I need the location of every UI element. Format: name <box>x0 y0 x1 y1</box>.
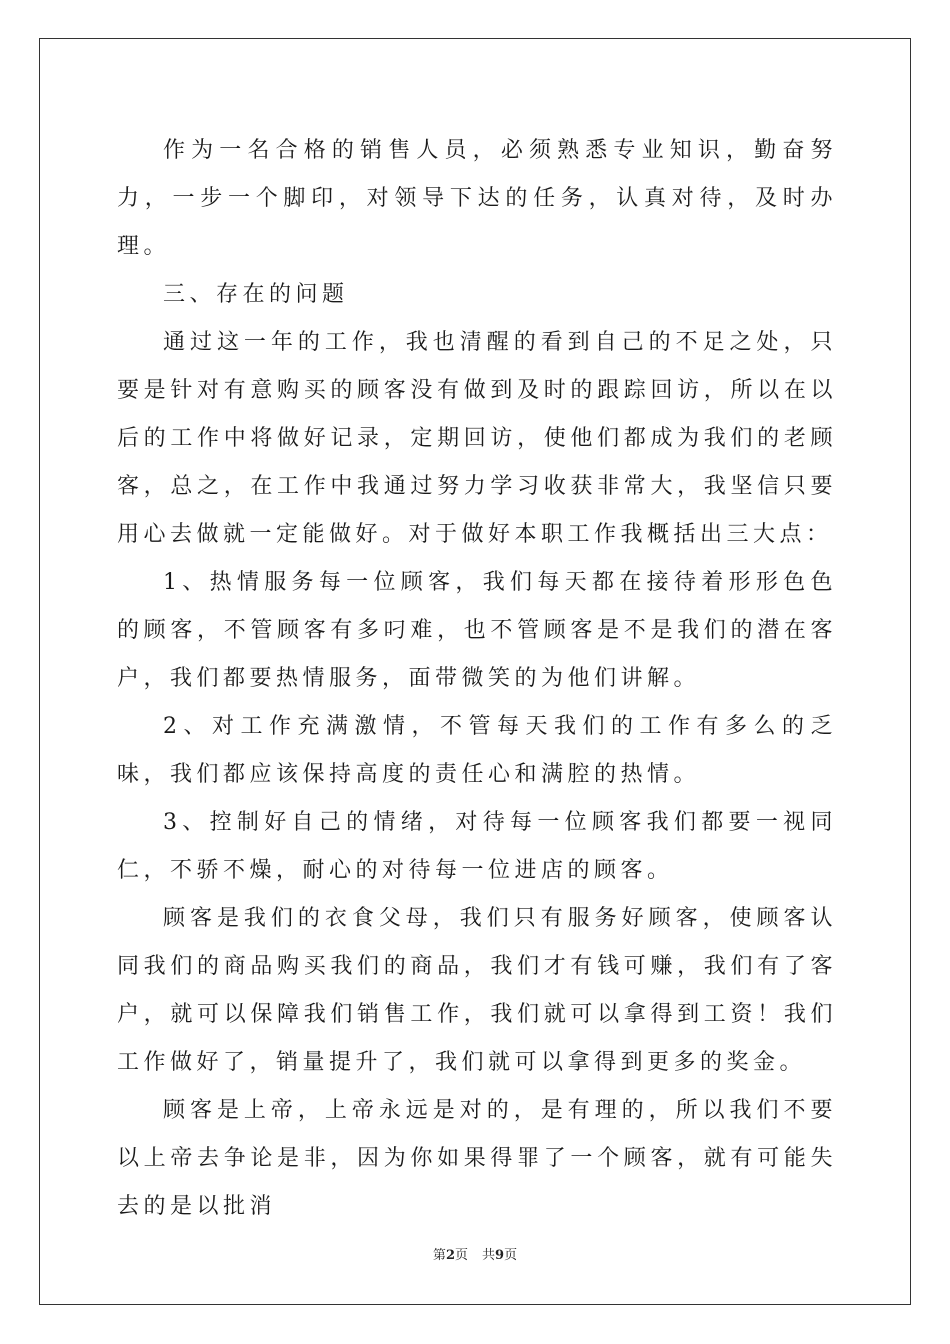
document-body <box>117 127 837 1231</box>
page-number-total: 9 <box>495 1248 505 1263</box>
page-number-prefix: 第 <box>432 1248 446 1263</box>
paragraph: 作为一名合格的销售人员，必须熟悉专业知识，勤奋努力，一步一个脚印，对领导下达的任务，认真对待，及时办理。 <box>117 138 837 259</box>
paragraph: 通过这一年的工作，我也清醒的看到自己的不足之处，只要是针对有意购买的顾客没有做到及时的跟踪回访，所以在以后的工作中将做好记录，定期回访，使他们都成为我们的老顾客，总之，在工作中我通过努力学习收获非常大，我坚信只要用心去做就一定能做好。对于做好本职工作我概括出三大点： <box>117 330 837 547</box>
list-item: 3、控制好自己的情绪，对待每一位顾客我们都要一视同仁，不骄不燥，耐心的对待每一位进店的顾客。 <box>117 810 837 883</box>
page-number-current: 2 <box>445 1248 455 1263</box>
section-heading: 三、存在的问题 <box>163 282 349 307</box>
page-footer <box>0 1244 950 1263</box>
page-total-suffix: 页 <box>504 1248 518 1263</box>
page-total-prefix: 共 <box>482 1248 496 1263</box>
page-number-suffix: 页 <box>454 1248 468 1263</box>
paragraph: 顾客是我们的衣食父母，我们只有服务好顾客，使顾客认同我们的商品购买我们的商品，我们才有钱可赚，我们有了客户，就可以保障我们销售工作，我们就可以拿得到工资！我们工作做好了，销量提升了，我们就可以拿得到更多的奖金。 <box>117 906 837 1075</box>
paragraph: 顾客是上帝，上帝永远是对的，是有理的，所以我们不要以上帝去争论是非，因为你如果得罪了一个顾客，就有可能失去的是以批消 <box>117 1098 837 1219</box>
list-item: 2、对工作充满激情，不管每天我们的工作有多么的乏味，我们都应该保持高度的责任心和满腔的热情。 <box>117 714 837 787</box>
list-item: 1、热情服务每一位顾客，我们每天都在接待着形形色色的顾客，不管顾客有多叼难，也不管顾客是不是我们的潜在客户，我们都要热情服务，面带微笑的为他们讲解。 <box>117 570 837 691</box>
